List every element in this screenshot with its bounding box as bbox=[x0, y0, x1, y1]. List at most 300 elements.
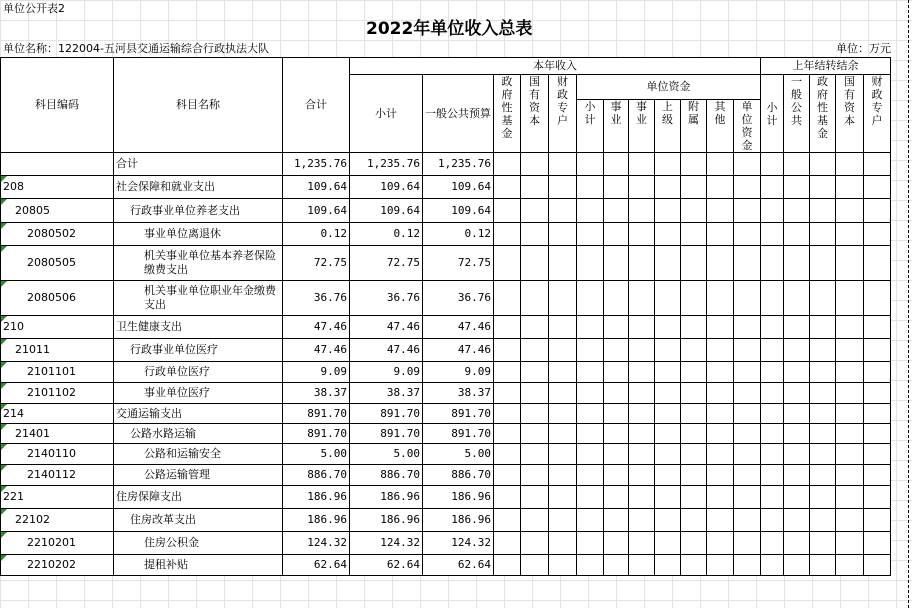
cell-empty[interactable] bbox=[836, 465, 864, 486]
cell-empty[interactable] bbox=[681, 339, 707, 362]
cell-empty[interactable] bbox=[629, 383, 655, 404]
cell-empty[interactable] bbox=[864, 246, 891, 281]
cell-empty[interactable] bbox=[761, 486, 784, 509]
cell-empty[interactable] bbox=[864, 404, 891, 424]
cell-code[interactable]: 22102 bbox=[1, 509, 114, 532]
cell-empty[interactable] bbox=[810, 199, 836, 223]
cell-empty[interactable] bbox=[707, 383, 734, 404]
cell-empty[interactable] bbox=[549, 404, 577, 424]
cell-empty[interactable] bbox=[734, 509, 761, 532]
cell-empty[interactable] bbox=[494, 316, 521, 339]
cell-subtotal[interactable]: 9.09 bbox=[350, 362, 423, 383]
cell-empty[interactable] bbox=[549, 316, 577, 339]
cell-name[interactable]: 机关事业单位职业年金缴费支出 bbox=[114, 281, 283, 316]
cell-code[interactable]: 2140112 bbox=[1, 465, 114, 486]
cell-empty[interactable] bbox=[494, 153, 521, 176]
cell-general[interactable]: 62.64 bbox=[423, 555, 494, 576]
cell-empty[interactable] bbox=[810, 316, 836, 339]
cell-empty[interactable] bbox=[836, 404, 864, 424]
cell-empty[interactable] bbox=[521, 281, 549, 316]
cell-empty[interactable] bbox=[494, 383, 521, 404]
cell-empty[interactable] bbox=[521, 424, 549, 444]
cell-empty[interactable] bbox=[655, 362, 681, 383]
cell-empty[interactable] bbox=[784, 362, 810, 383]
cell-empty[interactable] bbox=[655, 555, 681, 576]
cell-empty[interactable] bbox=[629, 153, 655, 176]
cell-empty[interactable] bbox=[549, 509, 577, 532]
cell-general[interactable]: 891.70 bbox=[423, 424, 494, 444]
cell-empty[interactable] bbox=[549, 362, 577, 383]
cell-total[interactable]: 0.12 bbox=[283, 223, 350, 246]
cell-empty[interactable] bbox=[864, 532, 891, 555]
cell-empty[interactable] bbox=[629, 339, 655, 362]
cell-general[interactable]: 38.37 bbox=[423, 383, 494, 404]
cell-empty[interactable] bbox=[784, 555, 810, 576]
cell-empty[interactable] bbox=[707, 281, 734, 316]
cell-empty[interactable] bbox=[864, 465, 891, 486]
cell-total[interactable]: 891.70 bbox=[283, 424, 350, 444]
cell-empty[interactable] bbox=[784, 424, 810, 444]
cell-empty[interactable] bbox=[707, 153, 734, 176]
cell-empty[interactable] bbox=[681, 465, 707, 486]
cell-empty[interactable] bbox=[655, 383, 681, 404]
cell-empty[interactable] bbox=[604, 383, 629, 404]
cell-total[interactable]: 5.00 bbox=[283, 444, 350, 465]
cell-empty[interactable] bbox=[810, 486, 836, 509]
cell-empty[interactable] bbox=[549, 339, 577, 362]
cell-empty[interactable] bbox=[761, 424, 784, 444]
cell-empty[interactable] bbox=[761, 246, 784, 281]
cell-total[interactable]: 109.64 bbox=[283, 199, 350, 223]
cell-empty[interactable] bbox=[604, 424, 629, 444]
cell-empty[interactable] bbox=[836, 424, 864, 444]
cell-empty[interactable] bbox=[604, 362, 629, 383]
cell-empty[interactable] bbox=[761, 555, 784, 576]
cell-empty[interactable] bbox=[784, 153, 810, 176]
cell-empty[interactable] bbox=[761, 362, 784, 383]
cell-empty[interactable] bbox=[681, 246, 707, 281]
cell-empty[interactable] bbox=[577, 404, 604, 424]
cell-empty[interactable] bbox=[864, 153, 891, 176]
cell-code[interactable]: 2101101 bbox=[1, 362, 114, 383]
cell-code[interactable]: 210 bbox=[1, 316, 114, 339]
cell-empty[interactable] bbox=[604, 465, 629, 486]
cell-empty[interactable] bbox=[836, 246, 864, 281]
cell-empty[interactable] bbox=[494, 246, 521, 281]
cell-empty[interactable] bbox=[604, 404, 629, 424]
cell-empty[interactable] bbox=[864, 486, 891, 509]
cell-empty[interactable] bbox=[761, 404, 784, 424]
cell-subtotal[interactable]: 47.46 bbox=[350, 316, 423, 339]
cell-empty[interactable] bbox=[577, 223, 604, 246]
cell-empty[interactable] bbox=[655, 176, 681, 199]
cell-empty[interactable] bbox=[577, 509, 604, 532]
cell-empty[interactable] bbox=[707, 424, 734, 444]
cell-empty[interactable] bbox=[864, 176, 891, 199]
cell-empty[interactable] bbox=[836, 316, 864, 339]
cell-empty[interactable] bbox=[494, 444, 521, 465]
cell-code[interactable]: 214 bbox=[1, 404, 114, 424]
cell-empty[interactable] bbox=[784, 339, 810, 362]
cell-total[interactable]: 47.46 bbox=[283, 316, 350, 339]
cell-empty[interactable] bbox=[655, 404, 681, 424]
cell-empty[interactable] bbox=[864, 383, 891, 404]
cell-empty[interactable] bbox=[761, 444, 784, 465]
cell-total[interactable]: 38.37 bbox=[283, 383, 350, 404]
cell-empty[interactable] bbox=[836, 281, 864, 316]
cell-empty[interactable] bbox=[836, 444, 864, 465]
cell-empty[interactable] bbox=[707, 465, 734, 486]
cell-empty[interactable] bbox=[604, 153, 629, 176]
cell-empty[interactable] bbox=[604, 532, 629, 555]
cell-empty[interactable] bbox=[784, 383, 810, 404]
cell-empty[interactable] bbox=[761, 176, 784, 199]
cell-code[interactable]: 2080506 bbox=[1, 281, 114, 316]
cell-empty[interactable] bbox=[864, 339, 891, 362]
cell-empty[interactable] bbox=[494, 424, 521, 444]
cell-empty[interactable] bbox=[494, 509, 521, 532]
cell-empty[interactable] bbox=[864, 199, 891, 223]
cell-empty[interactable] bbox=[681, 223, 707, 246]
cell-empty[interactable] bbox=[629, 246, 655, 281]
cell-empty[interactable] bbox=[734, 383, 761, 404]
cell-empty[interactable] bbox=[707, 223, 734, 246]
cell-total[interactable]: 36.76 bbox=[283, 281, 350, 316]
cell-empty[interactable] bbox=[681, 509, 707, 532]
cell-empty[interactable] bbox=[494, 281, 521, 316]
cell-empty[interactable] bbox=[549, 424, 577, 444]
cell-empty[interactable] bbox=[549, 532, 577, 555]
cell-empty[interactable] bbox=[761, 153, 784, 176]
cell-empty[interactable] bbox=[681, 153, 707, 176]
cell-empty[interactable] bbox=[521, 176, 549, 199]
cell-empty[interactable] bbox=[810, 223, 836, 246]
cell-empty[interactable] bbox=[655, 465, 681, 486]
cell-empty[interactable] bbox=[864, 555, 891, 576]
cell-general[interactable]: 5.00 bbox=[423, 444, 494, 465]
cell-empty[interactable] bbox=[521, 465, 549, 486]
cell-empty[interactable] bbox=[655, 532, 681, 555]
cell-empty[interactable] bbox=[707, 532, 734, 555]
cell-empty[interactable] bbox=[734, 339, 761, 362]
cell-empty[interactable] bbox=[761, 532, 784, 555]
cell-name[interactable]: 公路水路运输 bbox=[114, 424, 283, 444]
cell-empty[interactable] bbox=[494, 465, 521, 486]
cell-empty[interactable] bbox=[810, 339, 836, 362]
cell-empty[interactable] bbox=[629, 176, 655, 199]
cell-empty[interactable] bbox=[655, 153, 681, 176]
cell-empty[interactable] bbox=[734, 555, 761, 576]
cell-general[interactable]: 47.46 bbox=[423, 316, 494, 339]
cell-empty[interactable] bbox=[604, 486, 629, 509]
cell-empty[interactable] bbox=[864, 281, 891, 316]
cell-total[interactable]: 186.96 bbox=[283, 509, 350, 532]
cell-empty[interactable] bbox=[761, 339, 784, 362]
cell-empty[interactable] bbox=[784, 199, 810, 223]
cell-code[interactable]: 2080505 bbox=[1, 246, 114, 281]
cell-code[interactable]: 2101102 bbox=[1, 383, 114, 404]
cell-empty[interactable] bbox=[577, 281, 604, 316]
cell-subtotal[interactable]: 886.70 bbox=[350, 465, 423, 486]
cell-general[interactable]: 891.70 bbox=[423, 404, 494, 424]
cell-empty[interactable] bbox=[604, 223, 629, 246]
cell-empty[interactable] bbox=[629, 281, 655, 316]
cell-empty[interactable] bbox=[655, 444, 681, 465]
cell-empty[interactable] bbox=[707, 362, 734, 383]
cell-empty[interactable] bbox=[655, 316, 681, 339]
cell-empty[interactable] bbox=[655, 424, 681, 444]
cell-empty[interactable] bbox=[784, 281, 810, 316]
cell-empty[interactable] bbox=[761, 281, 784, 316]
cell-empty[interactable] bbox=[836, 509, 864, 532]
cell-empty[interactable] bbox=[707, 246, 734, 281]
cell-empty[interactable] bbox=[549, 465, 577, 486]
cell-empty[interactable] bbox=[521, 316, 549, 339]
cell-empty[interactable] bbox=[494, 362, 521, 383]
cell-empty[interactable] bbox=[655, 199, 681, 223]
cell-empty[interactable] bbox=[629, 362, 655, 383]
cell-empty[interactable] bbox=[629, 532, 655, 555]
cell-subtotal[interactable]: 5.00 bbox=[350, 444, 423, 465]
cell-empty[interactable] bbox=[707, 555, 734, 576]
cell-name[interactable]: 社会保障和就业支出 bbox=[114, 176, 283, 199]
cell-total[interactable]: 62.64 bbox=[283, 555, 350, 576]
cell-total[interactable]: 1,235.76 bbox=[283, 153, 350, 176]
cell-empty[interactable] bbox=[681, 199, 707, 223]
cell-empty[interactable] bbox=[604, 509, 629, 532]
cell-code[interactable] bbox=[1, 153, 114, 176]
cell-empty[interactable] bbox=[784, 486, 810, 509]
cell-empty[interactable] bbox=[810, 246, 836, 281]
cell-empty[interactable] bbox=[577, 555, 604, 576]
cell-empty[interactable] bbox=[549, 555, 577, 576]
cell-empty[interactable] bbox=[810, 465, 836, 486]
cell-subtotal[interactable]: 109.64 bbox=[350, 199, 423, 223]
cell-name[interactable]: 公路和运输安全 bbox=[114, 444, 283, 465]
cell-code[interactable]: 21401 bbox=[1, 424, 114, 444]
cell-code[interactable]: 20805 bbox=[1, 199, 114, 223]
cell-empty[interactable] bbox=[761, 465, 784, 486]
cell-empty[interactable] bbox=[577, 486, 604, 509]
cell-empty[interactable] bbox=[734, 316, 761, 339]
cell-empty[interactable] bbox=[629, 486, 655, 509]
cell-empty[interactable] bbox=[836, 362, 864, 383]
cell-code[interactable]: 2210202 bbox=[1, 555, 114, 576]
cell-empty[interactable] bbox=[577, 176, 604, 199]
cell-empty[interactable] bbox=[681, 281, 707, 316]
cell-empty[interactable] bbox=[734, 404, 761, 424]
cell-empty[interactable] bbox=[494, 555, 521, 576]
cell-empty[interactable] bbox=[549, 383, 577, 404]
cell-empty[interactable] bbox=[494, 486, 521, 509]
cell-empty[interactable] bbox=[577, 424, 604, 444]
cell-total[interactable]: 886.70 bbox=[283, 465, 350, 486]
cell-empty[interactable] bbox=[494, 176, 521, 199]
cell-empty[interactable] bbox=[681, 316, 707, 339]
cell-empty[interactable] bbox=[784, 444, 810, 465]
cell-general[interactable]: 47.46 bbox=[423, 339, 494, 362]
cell-code[interactable]: 208 bbox=[1, 176, 114, 199]
cell-empty[interactable] bbox=[494, 223, 521, 246]
cell-empty[interactable] bbox=[734, 246, 761, 281]
cell-code[interactable]: 2210201 bbox=[1, 532, 114, 555]
cell-code[interactable]: 2140110 bbox=[1, 444, 114, 465]
cell-subtotal[interactable]: 0.12 bbox=[350, 223, 423, 246]
cell-empty[interactable] bbox=[707, 199, 734, 223]
cell-empty[interactable] bbox=[629, 223, 655, 246]
cell-empty[interactable] bbox=[629, 555, 655, 576]
cell-name[interactable]: 合计 bbox=[114, 153, 283, 176]
cell-empty[interactable] bbox=[629, 465, 655, 486]
cell-empty[interactable] bbox=[734, 153, 761, 176]
cell-subtotal[interactable]: 47.46 bbox=[350, 339, 423, 362]
cell-empty[interactable] bbox=[836, 176, 864, 199]
cell-empty[interactable] bbox=[681, 555, 707, 576]
cell-empty[interactable] bbox=[681, 383, 707, 404]
cell-empty[interactable] bbox=[604, 246, 629, 281]
cell-empty[interactable] bbox=[810, 153, 836, 176]
cell-empty[interactable] bbox=[681, 486, 707, 509]
cell-empty[interactable] bbox=[549, 246, 577, 281]
cell-empty[interactable] bbox=[521, 509, 549, 532]
cell-empty[interactable] bbox=[629, 444, 655, 465]
cell-empty[interactable] bbox=[549, 486, 577, 509]
cell-empty[interactable] bbox=[734, 532, 761, 555]
cell-empty[interactable] bbox=[761, 383, 784, 404]
cell-empty[interactable] bbox=[549, 153, 577, 176]
cell-name[interactable]: 住房改革支出 bbox=[114, 509, 283, 532]
cell-empty[interactable] bbox=[784, 465, 810, 486]
cell-name[interactable]: 提租补贴 bbox=[114, 555, 283, 576]
cell-empty[interactable] bbox=[577, 465, 604, 486]
cell-empty[interactable] bbox=[521, 153, 549, 176]
cell-empty[interactable] bbox=[734, 176, 761, 199]
cell-empty[interactable] bbox=[864, 424, 891, 444]
cell-empty[interactable] bbox=[521, 199, 549, 223]
cell-empty[interactable] bbox=[864, 223, 891, 246]
cell-empty[interactable] bbox=[784, 246, 810, 281]
cell-subtotal[interactable]: 36.76 bbox=[350, 281, 423, 316]
cell-empty[interactable] bbox=[494, 199, 521, 223]
cell-general[interactable]: 0.12 bbox=[423, 223, 494, 246]
cell-empty[interactable] bbox=[681, 404, 707, 424]
cell-empty[interactable] bbox=[655, 509, 681, 532]
cell-subtotal[interactable]: 891.70 bbox=[350, 404, 423, 424]
cell-empty[interactable] bbox=[629, 199, 655, 223]
cell-subtotal[interactable]: 72.75 bbox=[350, 246, 423, 281]
cell-empty[interactable] bbox=[734, 223, 761, 246]
cell-empty[interactable] bbox=[629, 424, 655, 444]
cell-empty[interactable] bbox=[604, 444, 629, 465]
cell-empty[interactable] bbox=[681, 362, 707, 383]
cell-empty[interactable] bbox=[494, 532, 521, 555]
cell-name[interactable]: 事业单位离退休 bbox=[114, 223, 283, 246]
cell-general[interactable]: 186.96 bbox=[423, 509, 494, 532]
cell-empty[interactable] bbox=[494, 339, 521, 362]
cell-empty[interactable] bbox=[521, 383, 549, 404]
cell-empty[interactable] bbox=[521, 223, 549, 246]
cell-name[interactable]: 行政事业单位医疗 bbox=[114, 339, 283, 362]
cell-general[interactable]: 109.64 bbox=[423, 199, 494, 223]
cell-empty[interactable] bbox=[655, 223, 681, 246]
cell-total[interactable]: 72.75 bbox=[283, 246, 350, 281]
cell-empty[interactable] bbox=[549, 281, 577, 316]
cell-subtotal[interactable]: 1,235.76 bbox=[350, 153, 423, 176]
cell-empty[interactable] bbox=[707, 316, 734, 339]
cell-empty[interactable] bbox=[734, 281, 761, 316]
cell-empty[interactable] bbox=[864, 362, 891, 383]
cell-code[interactable]: 221 bbox=[1, 486, 114, 509]
cell-empty[interactable] bbox=[521, 444, 549, 465]
cell-empty[interactable] bbox=[521, 362, 549, 383]
cell-empty[interactable] bbox=[836, 339, 864, 362]
cell-name[interactable]: 事业单位医疗 bbox=[114, 383, 283, 404]
cell-empty[interactable] bbox=[836, 223, 864, 246]
cell-empty[interactable] bbox=[681, 444, 707, 465]
cell-general[interactable]: 72.75 bbox=[423, 246, 494, 281]
cell-empty[interactable] bbox=[761, 199, 784, 223]
cell-name[interactable]: 住房保障支出 bbox=[114, 486, 283, 509]
cell-empty[interactable] bbox=[577, 444, 604, 465]
cell-total[interactable]: 891.70 bbox=[283, 404, 350, 424]
cell-empty[interactable] bbox=[549, 199, 577, 223]
cell-empty[interactable] bbox=[655, 246, 681, 281]
cell-empty[interactable] bbox=[836, 199, 864, 223]
cell-subtotal[interactable]: 109.64 bbox=[350, 176, 423, 199]
cell-empty[interactable] bbox=[810, 555, 836, 576]
cell-empty[interactable] bbox=[707, 176, 734, 199]
cell-empty[interactable] bbox=[761, 316, 784, 339]
cell-empty[interactable] bbox=[810, 176, 836, 199]
cell-empty[interactable] bbox=[810, 404, 836, 424]
cell-general[interactable]: 109.64 bbox=[423, 176, 494, 199]
cell-subtotal[interactable]: 891.70 bbox=[350, 424, 423, 444]
cell-name[interactable]: 机关事业单位基本养老保险缴费支出 bbox=[114, 246, 283, 281]
cell-empty[interactable] bbox=[577, 532, 604, 555]
cell-subtotal[interactable]: 62.64 bbox=[350, 555, 423, 576]
cell-empty[interactable] bbox=[655, 281, 681, 316]
cell-empty[interactable] bbox=[549, 176, 577, 199]
cell-empty[interactable] bbox=[577, 246, 604, 281]
cell-empty[interactable] bbox=[784, 223, 810, 246]
cell-total[interactable]: 47.46 bbox=[283, 339, 350, 362]
cell-total[interactable]: 124.32 bbox=[283, 532, 350, 555]
cell-empty[interactable] bbox=[604, 316, 629, 339]
cell-empty[interactable] bbox=[734, 444, 761, 465]
cell-code[interactable]: 21011 bbox=[1, 339, 114, 362]
cell-total[interactable]: 186.96 bbox=[283, 486, 350, 509]
cell-empty[interactable] bbox=[549, 444, 577, 465]
cell-empty[interactable] bbox=[521, 404, 549, 424]
cell-empty[interactable] bbox=[810, 362, 836, 383]
cell-empty[interactable] bbox=[629, 316, 655, 339]
cell-empty[interactable] bbox=[784, 532, 810, 555]
cell-empty[interactable] bbox=[810, 509, 836, 532]
cell-empty[interactable] bbox=[784, 316, 810, 339]
cell-empty[interactable] bbox=[604, 339, 629, 362]
cell-empty[interactable] bbox=[577, 362, 604, 383]
cell-subtotal[interactable]: 186.96 bbox=[350, 486, 423, 509]
cell-empty[interactable] bbox=[707, 339, 734, 362]
cell-empty[interactable] bbox=[836, 153, 864, 176]
cell-empty[interactable] bbox=[810, 444, 836, 465]
cell-empty[interactable] bbox=[604, 176, 629, 199]
cell-empty[interactable] bbox=[707, 509, 734, 532]
cell-empty[interactable] bbox=[734, 199, 761, 223]
cell-empty[interactable] bbox=[577, 339, 604, 362]
cell-empty[interactable] bbox=[655, 486, 681, 509]
cell-empty[interactable] bbox=[577, 153, 604, 176]
